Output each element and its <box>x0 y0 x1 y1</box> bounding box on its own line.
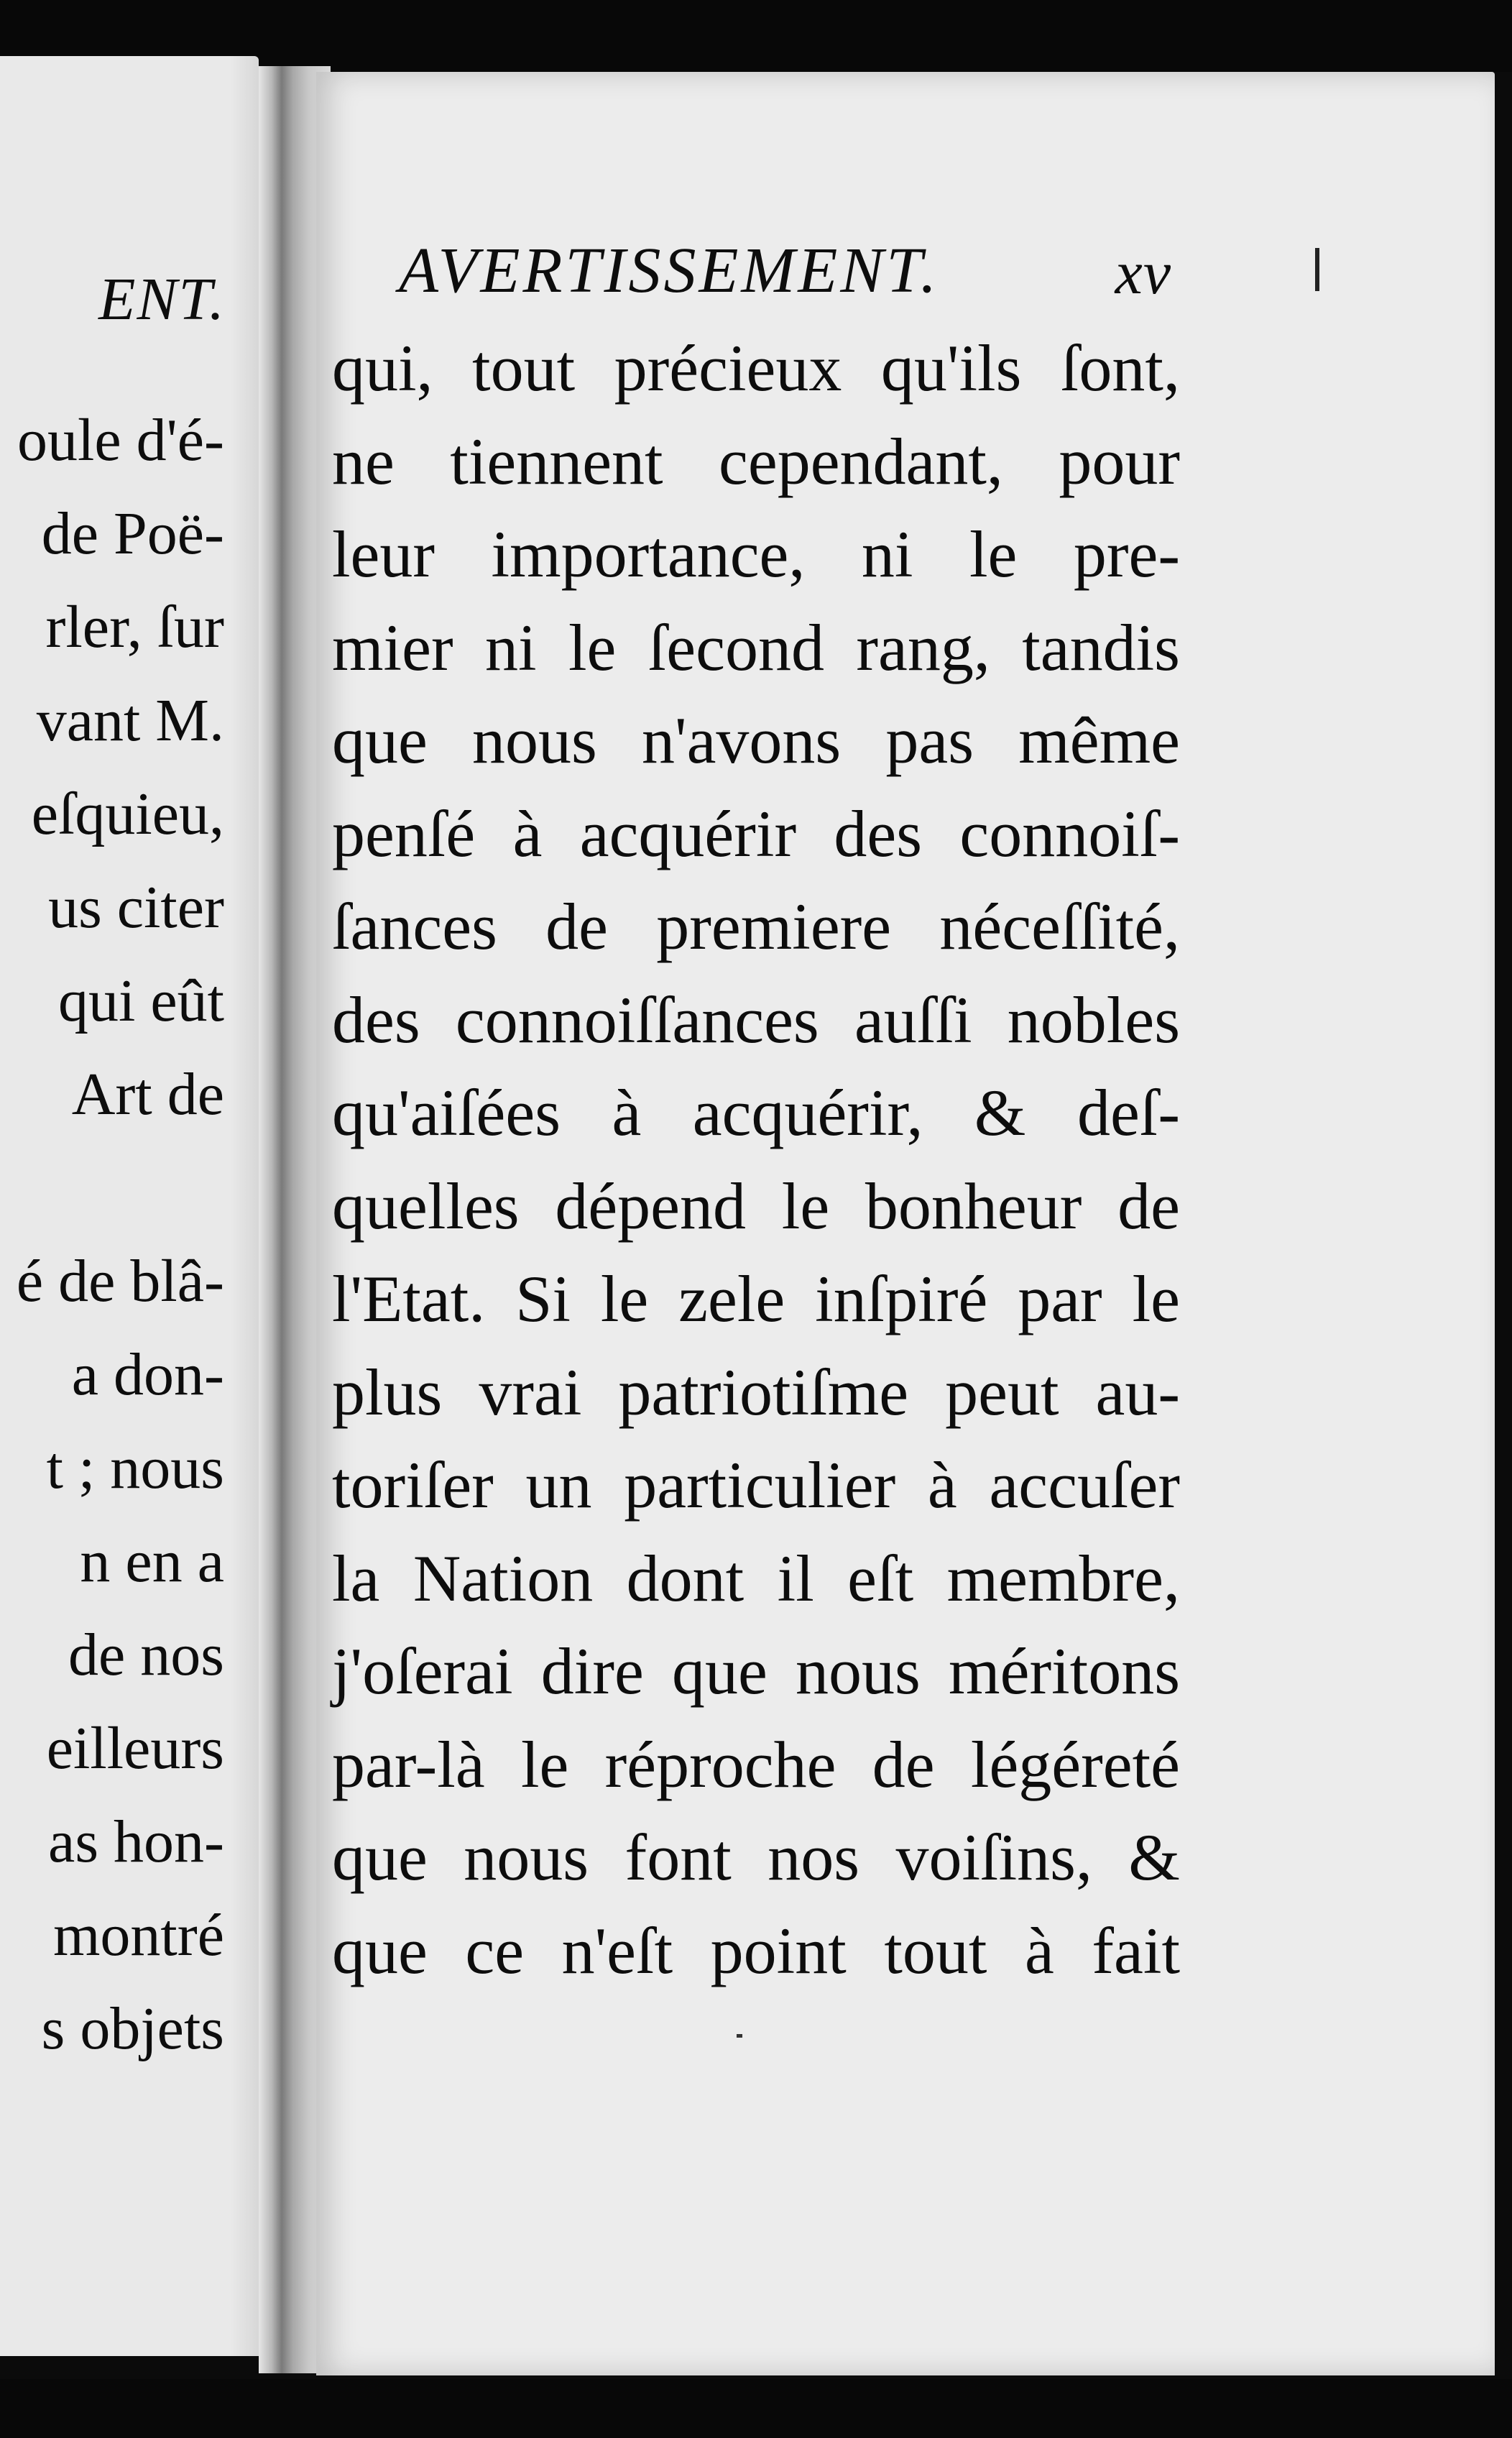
text-line: de nos <box>68 1622 224 1688</box>
text-line: des connoiſſances auſſi nobles <box>332 983 1180 1057</box>
text-line: j'oſerai dire que nous méritons <box>332 1634 1180 1708</box>
text-line: ſances de premiere néceſſité, <box>332 890 1180 963</box>
text-line: a don- <box>71 1341 224 1408</box>
text-line: eilleurs <box>46 1715 224 1782</box>
text-line: Art de <box>71 1061 224 1128</box>
text-line: penſé à acquérir des connoiſ- <box>332 796 1180 870</box>
text-line: é de blâ- <box>16 1248 224 1315</box>
running-head-title: AVERTISSEMENT. <box>399 235 940 306</box>
text-line: leur importance, ni le pre- <box>332 518 1180 591</box>
text-line: s objets <box>41 1995 224 2062</box>
text-line: que ce n'eſt point tout à fait <box>332 1913 1180 1987</box>
text-line: par-là le réproche de légéreté <box>332 1727 1180 1801</box>
text-line: ne tiennent cependant, pour <box>332 424 1180 498</box>
text-line: us citer <box>48 874 224 941</box>
left-page <box>0 56 259 2356</box>
scan-frame-bottom <box>0 2379 1512 2438</box>
running-head <box>399 234 1186 313</box>
text-line: toriſer un particulier à accuſer <box>332 1448 1180 1522</box>
right-page-text <box>332 322 1180 1997</box>
text-line: que nous n'avons pas même <box>332 704 1180 777</box>
ink-speck <box>737 2034 742 2038</box>
text-line: qu'aiſées à acquérir, & deſ- <box>332 1076 1180 1149</box>
paragraph-gap <box>17 1141 224 1235</box>
left-page-running-head: ENT. <box>98 266 226 333</box>
text-line: montré <box>53 1902 224 1969</box>
left-page-shade <box>230 56 259 2356</box>
text-line: as hon- <box>48 1808 224 1875</box>
left-page-text <box>17 394 224 2076</box>
text-line: quelles dépend le bonheur de <box>332 1169 1180 1243</box>
text-line: n en a <box>80 1528 224 1595</box>
text-line: qui, tout précieux qu'ils ſont, <box>332 331 1180 405</box>
text-line: la Nation dont il eſt membre, <box>332 1541 1180 1615</box>
text-line: vant M. <box>36 687 224 754</box>
text-line: que nous font nos voiſins, & <box>332 1821 1180 1894</box>
text-line: de Poë- <box>41 500 224 567</box>
page-number: xv <box>1115 238 1171 307</box>
text-line: mier ni le ſecond rang, tandis <box>332 610 1180 684</box>
text-line: t ; nous <box>46 1435 224 1501</box>
text-line: oule d'é- <box>17 407 224 474</box>
text-line: plus vrai patriotiſme peut au- <box>332 1355 1180 1429</box>
text-line: rler, ſur <box>45 594 224 661</box>
text-line: qui eût <box>58 967 224 1034</box>
ink-speck <box>1315 248 1319 291</box>
text-line: l'Etat. Si le zele inſpiré par le <box>332 1262 1180 1335</box>
text-line: eſquieu, <box>31 781 224 847</box>
